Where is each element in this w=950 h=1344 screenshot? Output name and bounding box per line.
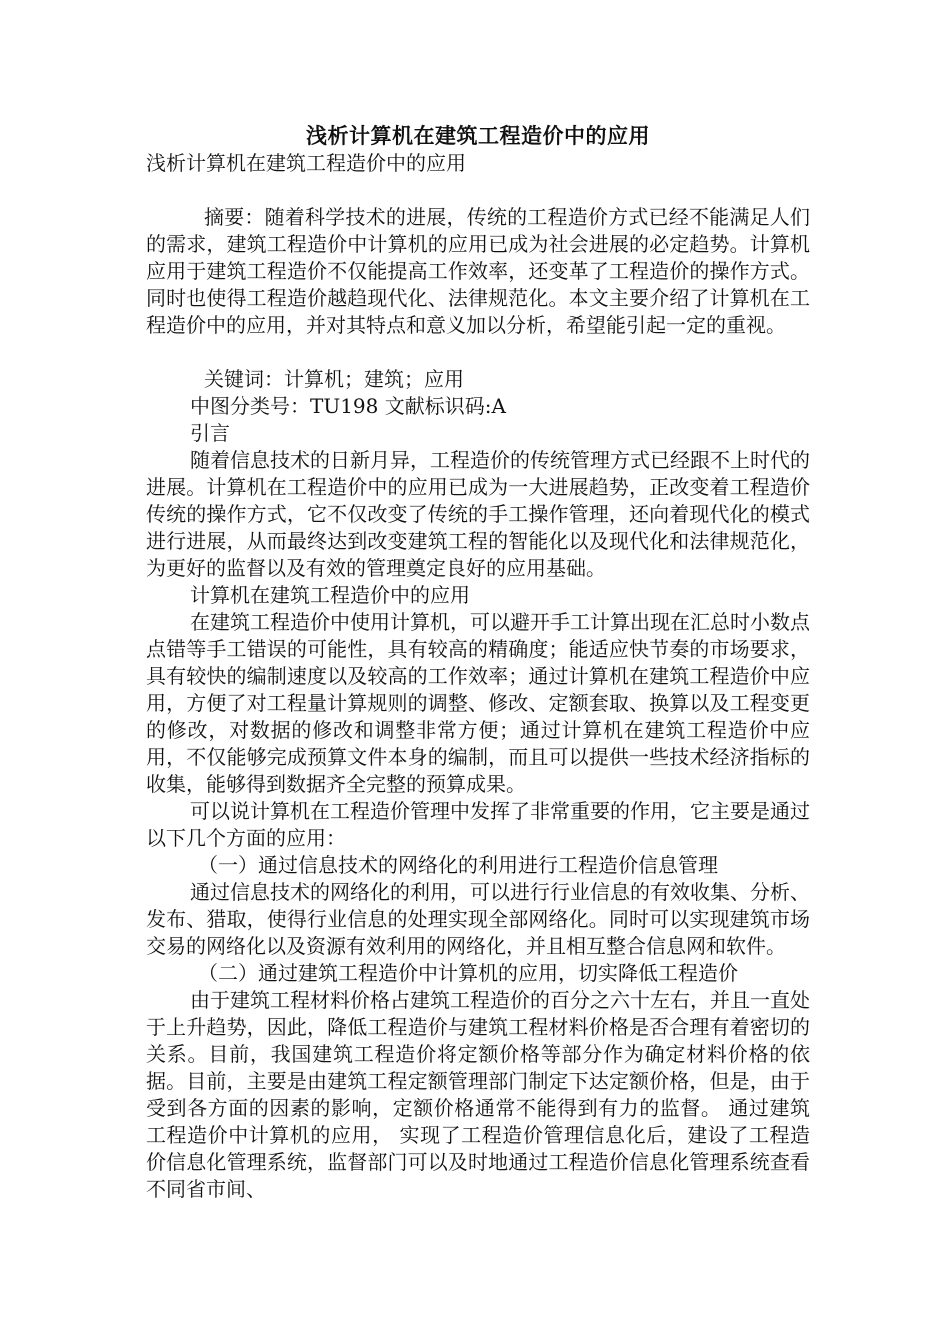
section-heading: 计算机在建筑工程造价中的应用 [190, 583, 470, 607]
subsection-2-heading: （二）通过建筑工程造价中计算机的应用，切实降低工程造价 [198, 961, 738, 985]
intro-paragraph: 随着信息技术的日新月异，工程造价的传统管理方式已经跟不上时代的进展。计算机在工程造价中的应用已成为一大进展趋势，正改变着工程造价传统的操作方式，它不仅改变了传统的手工操作管理，还向着现代化的模式进行进展，从而最终达到改变建筑工程的智能化以及现代化和法律规范化，为更好的监督以及有效的管理奠定良好的应用基础。 [146, 448, 810, 580]
subsection-1-paragraph: 通过信息技术的网络化的利用，可以进行行业信息的有效收集、分析、发布、猎取，使得行业信息的处理实现全部网络化。同时可以实现建筑市场交易的网络化以及资源有效利用的网络化，并且相互整合信息网和软件。 [146, 880, 810, 958]
subsection-2-paragraph: 由于建筑工程材料价格占建筑工程造价的百分之六十左右，并且一直处于上升趋势，因此，降低工程造价与建筑工程材料价格是否合理有着密切的关系。目前，我国建筑工程造价将定额价格等部分作为确定材料价格的依据。目前，主要是由建筑工程定额管理部门制定下达定额价格，但是，由于受到各方面的因素的影响，定额价格通常不能得到有力的监督。 通过建筑工程造价中计算机的应用， 实现了工程造价管理信息化后，建设了工程造价信息化管理系统，监督部门可以及时地通过工程造价信息化管理系统查看不同省市间、 [146, 988, 810, 1201]
keywords-line: 关键词：计算机；建筑；应用 [204, 367, 464, 391]
section-paragraph-2: 可以说计算机在工程造价管理中发挥了非常重要的作用，它主要是通过以下几个方面的应用： [146, 799, 810, 850]
section-paragraph-1: 在建筑工程造价中使用计算机，可以避开手工计算出现在汇总时小数点点错等手工错误的可能性，具有较高的精确度；能适应快节奏的市场要求，具有较快的编制速度以及较高的工作效率；通过计算机在建筑工程造价中应用，方便了对工程量计算规则的调整、修改、定额套取、换算以及工程变更的修改，对数据的修改和调整非常方便；通过计算机在建筑工程造价中应用，不仅能够完成预算文件本身的编制，而且可以提供一些技术经济指标的收集，能够得到数据齐全完整的预算成果。 [146, 610, 810, 796]
abstract-paragraph: 摘要：随着科学技术的进展，传统的工程造价方式已经不能满足人们的需求，建筑工程造价中计算机的应用已成为社会进展的必定趋势。计算机应用于建筑工程造价不仅能提高工作效率，还变革了工程造价的操作方式。同时也使得工程造价越趋现代化、法律规范化。本文主要介绍了计算机在工程造价中的应用，并对其特点和意义加以分析，希望能引起一定的重视。 [146, 205, 810, 337]
classification-line: 中图分类号：TU198 文献标识码:A [190, 394, 506, 418]
subsection-1-heading: （一）通过信息技术的网络化的利用进行工程造价信息管理 [198, 853, 718, 877]
document-title: 浅析计算机在建筑工程造价中的应用 [306, 123, 650, 148]
intro-heading: 引言 [190, 421, 230, 445]
document-subtitle: 浅析计算机在建筑工程造价中的应用 [146, 151, 466, 175]
document-page [146, 122, 810, 1203]
